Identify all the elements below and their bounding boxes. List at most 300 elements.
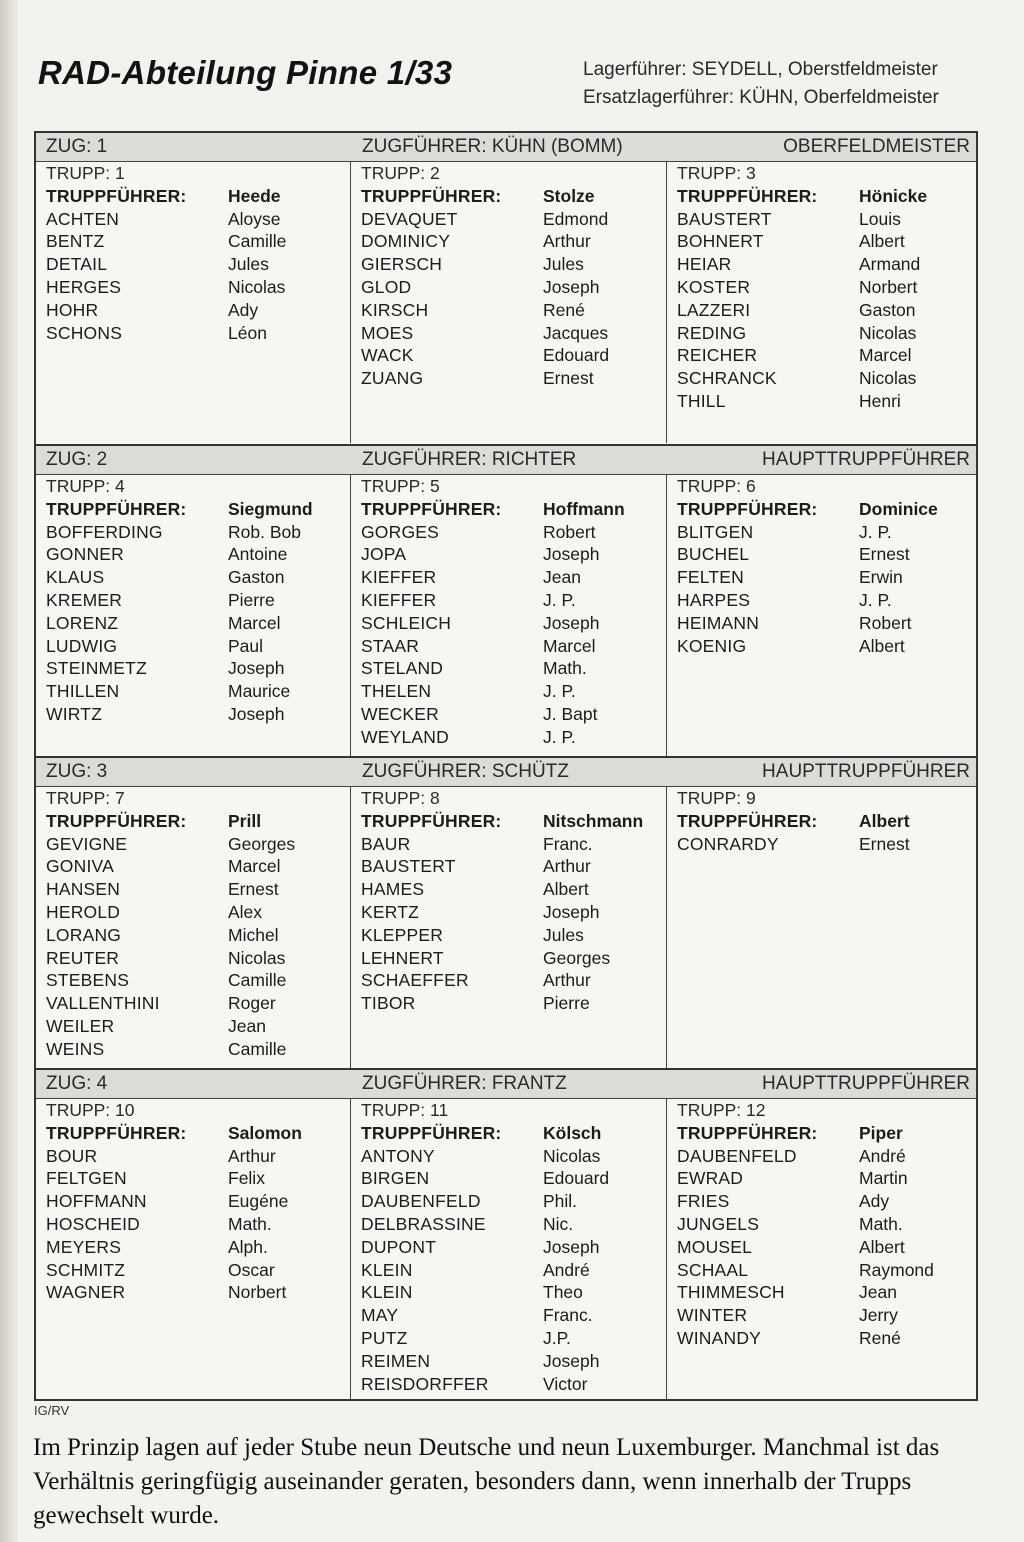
member-surname: BAUSTERT [677,208,772,229]
member-firstname: Joseph [543,612,600,633]
member-firstname: Joseph [543,544,600,565]
trupp-label: TRUPP: 9 [677,788,756,808]
member-firstname: Math. [859,1213,903,1234]
trupp-list [677,1099,980,1350]
member-surname: JUNGELS [677,1213,760,1234]
member-row [46,208,350,231]
zugfuehrer-label: ZUGFÜHRER: FRANTZ [362,1073,567,1094]
member-row [361,726,664,749]
member-row [46,657,350,680]
member-firstname: Martin [859,1168,908,1189]
trupp-list [46,1099,350,1304]
member-firstname: Eugéne [228,1191,289,1212]
camp-leaders [583,56,939,112]
member-surname: REISDORFFER [361,1373,489,1394]
member-surname: LORENZ [46,612,119,633]
member-firstname: Jean [228,1015,266,1036]
truppfuehrer-name: Hönicke [859,185,928,206]
member-row [361,521,664,544]
truppfuehrer-row [361,810,664,833]
member-row [46,635,350,658]
trupp-list [361,1099,664,1395]
member-row [46,1167,350,1190]
member-row [677,521,980,544]
member-firstname: Jacques [543,322,609,343]
member-firstname: Nicolas [543,1145,601,1166]
member-row [46,230,350,253]
member-firstname: Raymond [859,1259,934,1280]
member-surname: DAUBENFELD [677,1145,797,1166]
member-firstname: Nicolas [228,947,286,968]
member-surname: WECKER [361,703,440,724]
member-firstname: J. P. [543,681,576,702]
member-firstname: Georges [543,947,611,968]
member-firstname: Joseph [543,1350,600,1371]
member-surname: HEROLD [46,901,121,922]
member-row [46,543,350,566]
member-surname: FRIES [677,1191,730,1212]
member-surname: WEILER [46,1015,115,1036]
member-surname: GONNER [46,544,125,565]
member-row [677,390,980,413]
member-row [677,1145,980,1168]
member-surname: LEHNERT [361,947,444,968]
member-surname: STELAND [361,658,444,679]
member-surname: WIRTZ [46,703,103,724]
member-row [677,543,980,566]
member-row [46,1015,350,1038]
member-surname: REIMEN [361,1350,431,1371]
member-surname: MOES [361,322,414,343]
member-row [46,680,350,703]
member-firstname: Oscar [228,1259,275,1280]
member-firstname: Nicolas [228,276,286,297]
truppfuehrer-name: Stolze [543,185,595,206]
page-edge-shadow [0,0,18,1542]
member-surname: WINTER [677,1305,748,1326]
member-surname: ACHTEN [46,208,120,229]
camp-leader-line: Lagerführer: SEYDELL, Oberstfeldmeister [583,59,938,80]
member-row [677,299,980,322]
member-surname: BOUR [46,1145,98,1166]
member-row [361,969,664,992]
member-row [46,276,350,299]
member-firstname: Arthur [228,1145,276,1166]
member-surname: STEINMETZ [46,658,147,679]
member-row [361,344,664,367]
member-row [46,855,350,878]
member-firstname: Camille [228,970,287,991]
zug-section [36,756,976,1070]
member-row [361,1236,664,1259]
member-row [361,208,664,231]
member-surname: DEVAQUET [361,208,458,229]
member-firstname: Camille [228,1038,287,1059]
member-surname: KLEIN [361,1259,413,1280]
trupp-label: TRUPP: 12 [677,1100,766,1120]
member-surname: REICHER [677,345,758,366]
member-row [677,344,980,367]
truppfuehrer-row [677,1122,980,1145]
member-row [361,1213,664,1236]
member-firstname: Math. [543,658,587,679]
member-firstname: Franc. [543,1305,593,1326]
member-row [677,1190,980,1213]
member-surname: SCHLEICH [361,612,452,633]
truppfuehrer-row [361,498,664,521]
member-firstname: Phil. [543,1191,578,1212]
member-surname: REDING [677,322,747,343]
member-row [46,1190,350,1213]
truppfuehrer-label: TRUPPFÜHRER: [46,498,187,519]
member-firstname: Edmond [543,208,609,229]
member-firstname: Alph. [228,1236,268,1257]
member-firstname: J. Bapt [543,703,598,724]
member-surname: THELEN [361,681,432,702]
member-surname: ANTONY [361,1145,435,1166]
truppfuehrer-row [46,810,350,833]
member-row [677,367,980,390]
member-row [677,253,980,276]
member-row [361,947,664,970]
member-firstname: J.P. [543,1327,571,1348]
member-row [361,322,664,345]
zugfuehrer-rank: HAUPTTRUPPFÜHRER [762,1073,970,1094]
member-firstname: René [543,299,585,320]
member-surname: THILL [677,390,726,411]
member-surname: KOSTER [677,276,751,297]
member-surname: HOSCHEID [46,1213,140,1234]
member-surname: SCHMITZ [46,1259,126,1280]
member-row [361,1281,664,1304]
trupp-list [361,475,664,749]
truppfuehrer-name: Hoffmann [543,498,625,519]
member-surname: BIRGEN [361,1168,430,1189]
member-row [677,833,980,856]
trupp-list [46,162,350,344]
truppfuehrer-name: Albert [859,810,910,831]
truppfuehrer-label: TRUPPFÜHRER: [361,810,502,831]
trupp-column [666,1099,980,1400]
member-row [46,1213,350,1236]
member-firstname: Felix [228,1168,265,1189]
member-row [677,1327,980,1350]
member-row [677,1167,980,1190]
member-row [46,566,350,589]
member-firstname: Marcel [228,612,281,633]
member-row [46,924,350,947]
trupp-column [666,162,980,443]
member-firstname: Camille [228,231,287,252]
member-firstname: Antoine [228,544,288,565]
member-firstname: J. P. [859,589,892,610]
truppfuehrer-row [677,498,980,521]
member-firstname: Joseph [228,658,285,679]
truppfuehrer-label: TRUPPFÜHRER: [677,1122,818,1143]
member-firstname: Rob. Bob [228,521,301,542]
member-firstname: J. P. [543,589,576,610]
member-row [46,1236,350,1259]
member-surname: SCHRANCK [677,368,777,389]
zug-header [36,1070,976,1099]
truppfuehrer-row [46,1122,350,1145]
member-row [46,612,350,635]
trupp-list [361,787,664,1015]
truppfuehrer-label: TRUPPFÜHRER: [361,185,502,206]
truppfuehrer-label: TRUPPFÜHRER: [677,185,818,206]
trupp-label: TRUPP: 1 [46,163,125,183]
zug-label: ZUG: 2 [46,449,108,470]
trupp-label: TRUPP: 5 [361,476,440,496]
member-surname: HARPES [677,589,751,610]
zug-label: ZUG: 1 [46,136,108,157]
member-firstname: Louis [859,208,901,229]
roster-table [34,131,978,1401]
truppfuehrer-label: TRUPPFÜHRER: [361,1122,502,1143]
truppfuehrer-name: Piper [859,1122,903,1143]
member-firstname: Jean [859,1282,897,1303]
member-row [361,589,664,612]
member-row [677,208,980,231]
member-surname: DUPONT [361,1236,437,1257]
member-row [361,703,664,726]
trupp-column [36,787,350,1069]
member-surname: HANSEN [46,879,121,900]
member-row [361,635,664,658]
member-row [677,1259,980,1282]
member-surname: HEIAR [677,254,732,275]
member-row [46,322,350,345]
member-firstname: Victor [543,1373,588,1394]
member-row [361,543,664,566]
member-row [361,566,664,589]
member-row [361,855,664,878]
member-firstname: J. P. [859,521,892,542]
member-surname: HAMES [361,879,425,900]
trupp-column [350,787,664,1069]
member-row [46,253,350,276]
member-firstname: Joseph [543,1236,600,1257]
truppfuehrer-label: TRUPPFÜHRER: [677,498,818,519]
member-surname: BAUR [361,833,411,854]
member-surname: DETAIL [46,254,108,275]
trupp-column [36,162,350,443]
trupp-list [677,162,980,413]
member-firstname: Edouard [543,345,610,366]
member-surname: FELTGEN [46,1168,127,1189]
member-firstname: Joseph [543,276,600,297]
member-row [46,1259,350,1282]
member-firstname: Michel [228,924,279,945]
member-surname: STAAR [361,635,420,656]
truppfuehrer-label: TRUPPFÜHRER: [361,498,502,519]
zugfuehrer-rank: HAUPTTRUPPFÜHRER [762,449,970,470]
trupp-label: TRUPP: 10 [46,1100,135,1120]
member-firstname: Arthur [543,231,591,252]
member-surname: MEYERS [46,1236,122,1257]
trupp-list [46,787,350,1061]
member-surname: GEVIGNE [46,833,128,854]
member-row [677,322,980,345]
member-surname: GONIVA [46,856,114,877]
member-row [46,992,350,1015]
member-row [361,1350,664,1373]
truppfuehrer-label: TRUPPFÜHRER: [46,185,187,206]
member-row [361,299,664,322]
member-firstname: André [543,1259,590,1280]
member-firstname: Georges [228,833,296,854]
member-surname: TIBOR [361,993,416,1014]
member-surname: WACK [361,345,414,366]
member-row [361,276,664,299]
member-firstname: Edouard [543,1168,610,1189]
member-firstname: Marcel [859,345,912,366]
member-firstname: Ernest [543,368,594,389]
member-row [677,612,980,635]
member-row [361,1145,664,1168]
member-firstname: Robert [859,612,912,633]
member-row [46,703,350,726]
member-surname: DAUBENFELD [361,1191,481,1212]
member-row [46,521,350,544]
member-firstname: Jules [543,254,584,275]
member-surname: KLEPPER [361,924,444,945]
member-firstname: Joseph [228,703,285,724]
member-surname: PUTZ [361,1327,408,1348]
member-row [46,833,350,856]
member-firstname: Ernest [228,879,279,900]
member-firstname: Arthur [543,970,591,991]
member-row [677,1304,980,1327]
member-row [361,992,664,1015]
member-surname: KOENIG [677,635,747,656]
member-firstname: Jules [228,254,269,275]
member-firstname: Arthur [543,856,591,877]
member-surname: HOFFMANN [46,1191,147,1212]
zug-label: ZUG: 3 [46,761,108,782]
member-surname: VALLENTHINI [46,993,160,1014]
zug-header [36,133,976,162]
truppfuehrer-name: Nitschmann [543,810,644,831]
zug-body [36,475,976,757]
member-firstname: Pierre [228,589,275,610]
member-row [361,1304,664,1327]
member-firstname: Albert [543,879,589,900]
member-surname: BLITGEN [677,521,754,542]
member-surname: KLAUS [46,567,105,588]
truppfuehrer-name: Prill [228,810,262,831]
member-surname: KREMER [46,589,123,610]
zug-label: ZUG: 4 [46,1073,108,1094]
member-surname: SCHAAL [677,1259,749,1280]
member-firstname: Erwin [859,567,903,588]
member-surname: KERTZ [361,901,420,922]
zug-section [36,1068,976,1401]
member-surname: GLOD [361,276,412,297]
trupp-list [677,787,980,855]
trupp-label: TRUPP: 11 [361,1100,449,1120]
zugfuehrer-label: ZUGFÜHRER: SCHÜTZ [362,761,569,782]
member-row [677,1236,980,1259]
trupp-column [350,162,664,443]
member-firstname: Pierre [543,993,590,1014]
member-firstname: Ernest [859,833,910,854]
trupp-column [36,1099,350,1400]
member-surname: LUDWIG [46,635,118,656]
member-row [361,1373,664,1396]
image-source: IG/RV [34,1403,70,1418]
truppfuehrer-name: Salomon [228,1122,302,1143]
member-surname: KLEIN [361,1282,413,1303]
truppfuehrer-row [677,810,980,833]
member-firstname: Jerry [859,1305,898,1326]
member-surname: BAUSTERT [361,856,456,877]
member-firstname: Gaston [228,567,285,588]
trupp-column [666,787,980,1069]
member-firstname: Nicolas [859,322,917,343]
member-surname: HEIMANN [677,612,760,633]
member-surname: EWRAD [677,1168,744,1189]
member-row [46,878,350,901]
member-surname: LAZZERI [677,299,751,320]
member-firstname: Nicolas [859,368,917,389]
member-surname: MOUSEL [677,1236,753,1257]
member-row [361,833,664,856]
member-surname: WEINS [46,1038,105,1059]
member-surname: FELTEN [677,567,744,588]
member-row [46,1281,350,1304]
member-row [361,901,664,924]
member-row [361,680,664,703]
member-firstname: Gaston [859,299,916,320]
member-surname: MAY [361,1305,399,1326]
member-row [46,1145,350,1168]
member-surname: JOPA [361,544,407,565]
trupp-list [677,475,980,657]
member-surname: CONRARDY [677,833,779,854]
zug-body [36,162,976,443]
member-surname: SCHAEFFER [361,970,469,991]
member-surname: BUCHEL [677,544,750,565]
truppfuehrer-row [46,498,350,521]
truppfuehrer-row [677,185,980,208]
member-surname: GORGES [361,521,440,542]
member-firstname: Jean [543,567,581,588]
trupp-label: TRUPP: 3 [677,163,756,183]
member-row [361,253,664,276]
member-row [361,924,664,947]
member-row [361,1190,664,1213]
page-title: RAD-Abteilung Pinne 1/33 [38,54,453,91]
member-firstname: Jules [543,924,584,945]
member-firstname: Albert [859,635,905,656]
member-firstname: Ady [859,1191,890,1212]
truppfuehrer-name: Siegmund [228,498,313,519]
trupp-label: TRUPP: 4 [46,476,125,496]
member-surname: STEBENS [46,970,130,991]
deputy-leader-line: Ersatzlagerführer: KÜHN, Oberfeldmeister [583,87,939,108]
member-row [361,612,664,635]
trupp-column [350,475,664,757]
member-firstname: Albert [859,1236,905,1257]
member-surname: WINANDY [677,1327,762,1348]
member-surname: KIEFFER [361,589,437,610]
truppfuehrer-name: Dominice [859,498,938,519]
member-firstname: Robert [543,521,596,542]
member-firstname: Math. [228,1213,272,1234]
member-row [361,230,664,253]
member-surname: BOHNERT [677,231,764,252]
